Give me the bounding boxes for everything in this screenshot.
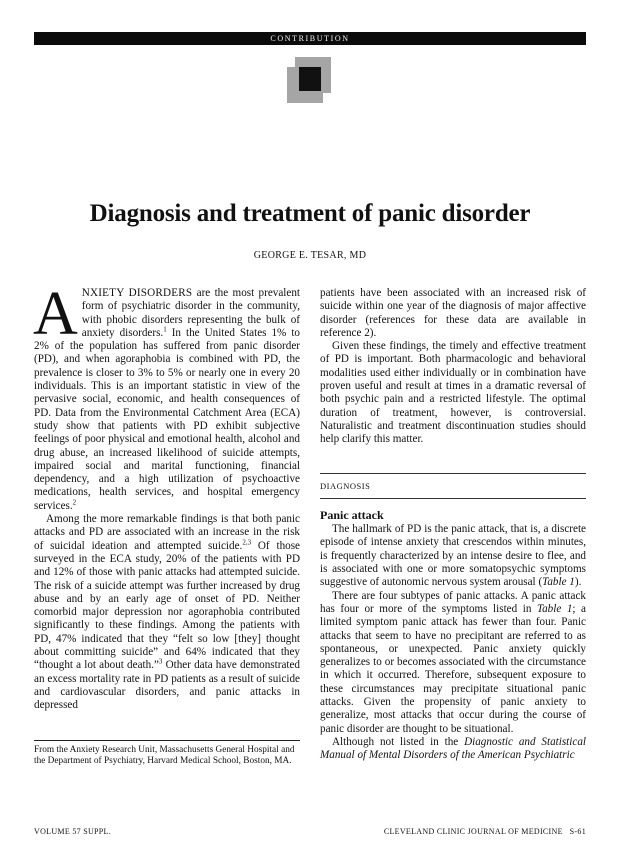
reference-mark: 1	[163, 325, 167, 334]
article-author: GEORGE E. TESAR, MD	[253, 250, 367, 261]
section-header-bar	[34, 32, 586, 45]
reference-mark: 2	[72, 498, 77, 507]
paragraph: Given these findings, the timely and effective treatment of PD is important. Both pharmacologic and behavioral modalities used either individually or in combination have proven useful and result at times in a dramatic reversal of both psychic pain and a restricted lifestyle. The optimal duration of treatment, however, is controversial. Naturalistic and treatment discontinuation studies should help clarify this matter.	[320, 340, 586, 446]
article-title: Diagnosis and treatment of panic disorder	[89, 200, 531, 227]
dsm-title: Diagnostic and Statistical Manual of Mental Disorders of the American Psychiatric	[320, 735, 586, 762]
drop-cap: A	[33, 280, 78, 348]
section-heading-diagnosis: DIAGNOSIS	[320, 473, 586, 499]
section-label: CONTRIBUTION	[270, 34, 350, 43]
footer-journal-page: CLEVELAND CLINIC JOURNAL OF MEDICINE S-61	[383, 827, 586, 836]
table-reference: Table 1	[542, 576, 575, 589]
paragraph: Among the more remarkable findings is that both panic attacks and PD are associated with an increase in the risk of suicidal ideation and attempted suicide.$^{2,3}$ Of those surveyed in the ECA study, 20% of the patients with PD and 12% of those with panic attacks had attempted suicide. The risk of a suicide attempt was further increased by drug abuse and by an early age of onset of PD. Neither comorbid major depression nor agoraphobia contributed significantly to these findings. Among the patients with PD, 47% indicated that they “felt so low [they] thought about committing suicide” and 64% indicated that they “thought a lot about death.”$^3$ Other data have demonstrated an excess mortality rate in PD patients as a result of suicide and cardiovascular disorders, and panic attacks in depressed	[34, 513, 300, 712]
paragraph: patients have been associated with an increased risk of suicide within one year of the diagnosis of major affective disorder (references for these data are available in reference 2).	[320, 287, 586, 339]
footer-volume: VOLUME 57 SUPPL.	[34, 827, 112, 836]
reference-mark: 3	[158, 657, 163, 666]
journal-emblem-icon	[287, 57, 331, 103]
paragraph: Although not listed in the Diagnostic and Statistical Manual of Mental Disorders of the American Psychiatric	[320, 735, 586, 762]
lead-in: NXIETY DISORDERS	[81, 287, 193, 299]
intro-paragraph: ANXIETY DISORDERS are the most prevalent form of psychiatric disorder in the community, with phobic disorders representing the bulk of anxiety disorders.$^1$ In the United States 1% to 2% of the population has suffered from panic disorder (PD), and when agoraphobia is combined with PD, the prevalence is closer to 3% to 5% or nearly one in every 20 individuals. This is an important statistic in view of the pervasive social, economic, and health consequences of PD. Data from the Environmental Catchment Area (ECA) study show that patients with PD exhibit subjective feelings of poor physical and emotional health, alcohol and drug abuse, an increased likelihood of suicide attempts, impaired social and marital functioning, financial dependency, and a high utilization of psychoactive medications, health services, and hospital emergency services.$^2$	[33, 280, 300, 512]
paragraph: The hallmark of PD is the panic attack, that is, a discrete episode of intense anxiety that crescendos within minutes, is frequently characterized by an intense desire to flee, and is associated with one or more somatopsychic symptoms suggestive of autonomic nervous system arousal (Table 1).	[320, 523, 586, 589]
paragraph: There are four subtypes of panic attacks. A panic attack has four or more of the symptoms listed in Table 1; a limited symptom panic attack has fewer than four. Panic attacks that seem to have no precipitant are referred to as spontaneous, or unexpected. Panic anxiety quickly generalizes to or becomes associated with the circumstance in which it occurred. Therefore, subsequent exposure to these circumstances may precipitate situational panic attacks. Given the propensity of panic anxiety to generalize, most attacks that occur during the course of panic disorder are thought to be situational.	[320, 589, 586, 735]
subheading-panic-attack: Panic attack	[320, 507, 384, 522]
table-reference: Table 1	[536, 602, 573, 615]
affiliation-footnote: From the Anxiety Research Unit, Massachusetts General Hospital and the Department of Psychiatry, Harvard Medical School, Boston, MA.	[34, 740, 300, 768]
left-column	[33, 280, 300, 713]
reference-mark: 2,3	[242, 537, 252, 546]
right-column	[320, 287, 586, 763]
